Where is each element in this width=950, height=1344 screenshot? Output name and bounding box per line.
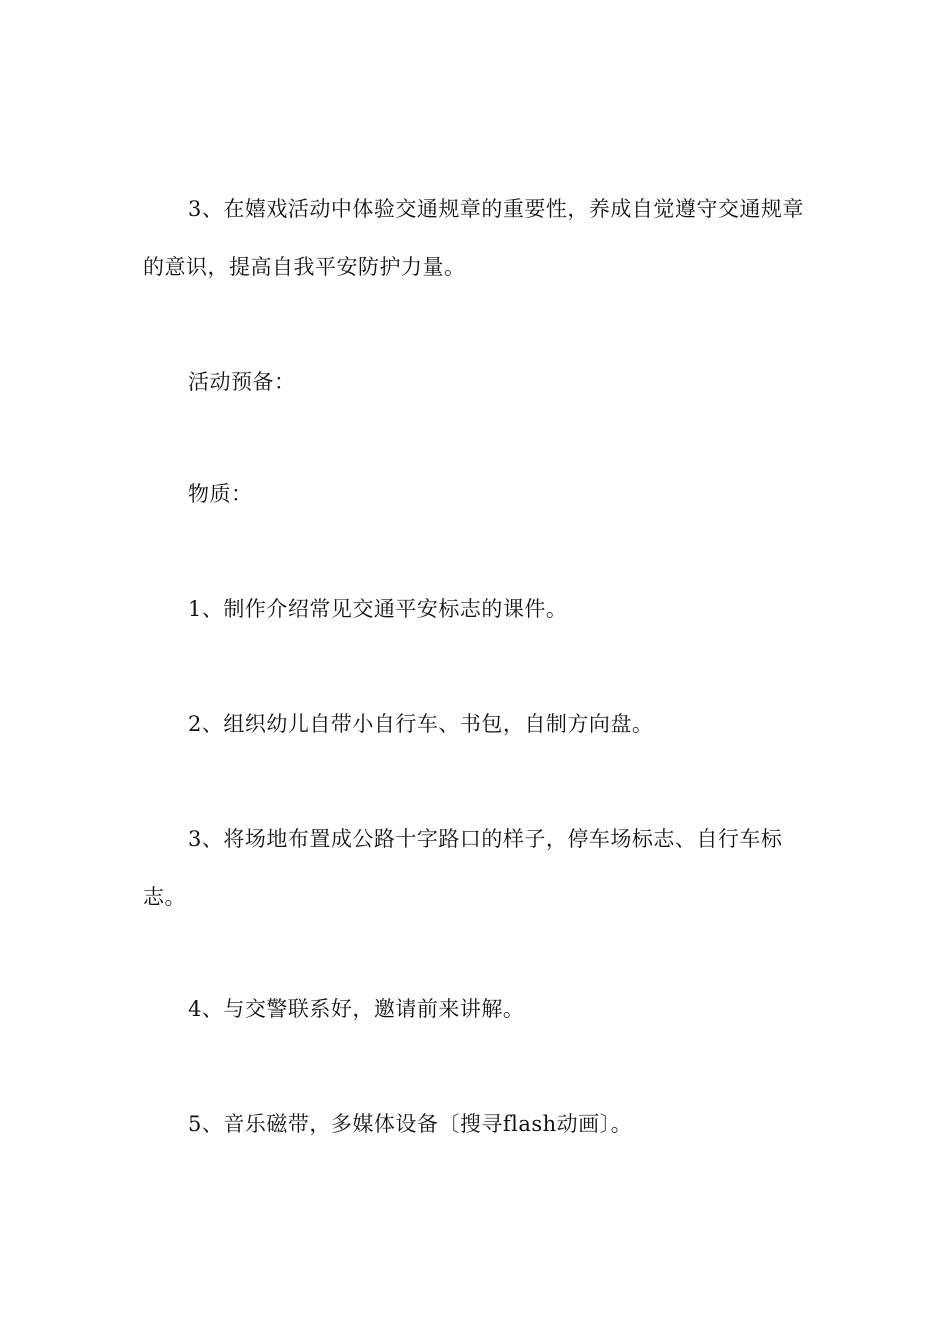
paragraph-material-3: 3、将场地布置成公路十字路口的样子，停车场标志、自行车标志。 bbox=[143, 827, 783, 909]
paragraph-materials-heading: 物质： bbox=[188, 482, 253, 506]
paragraph-material-4: 4、与交警联系好，邀请前来讲解。 bbox=[188, 997, 525, 1021]
paragraph-material-2: 2、组织幼儿自带小自行车、书包，自制方向盘。 bbox=[188, 712, 654, 736]
paragraph-goal-3: 3、在嬉戏活动中体验交通规章的重要性，养成自觉遵守交通规章的意识，提高自我平安防护力量。 bbox=[143, 197, 804, 279]
paragraph-material-5: 5、音乐磁带，多媒体设备〔搜寻flash动画〕。 bbox=[188, 1112, 633, 1136]
paragraph-preparation-heading: 活动预备： bbox=[188, 370, 296, 394]
paragraph-material-1: 1、制作介绍常见交通平安标志的课件。 bbox=[188, 597, 568, 621]
